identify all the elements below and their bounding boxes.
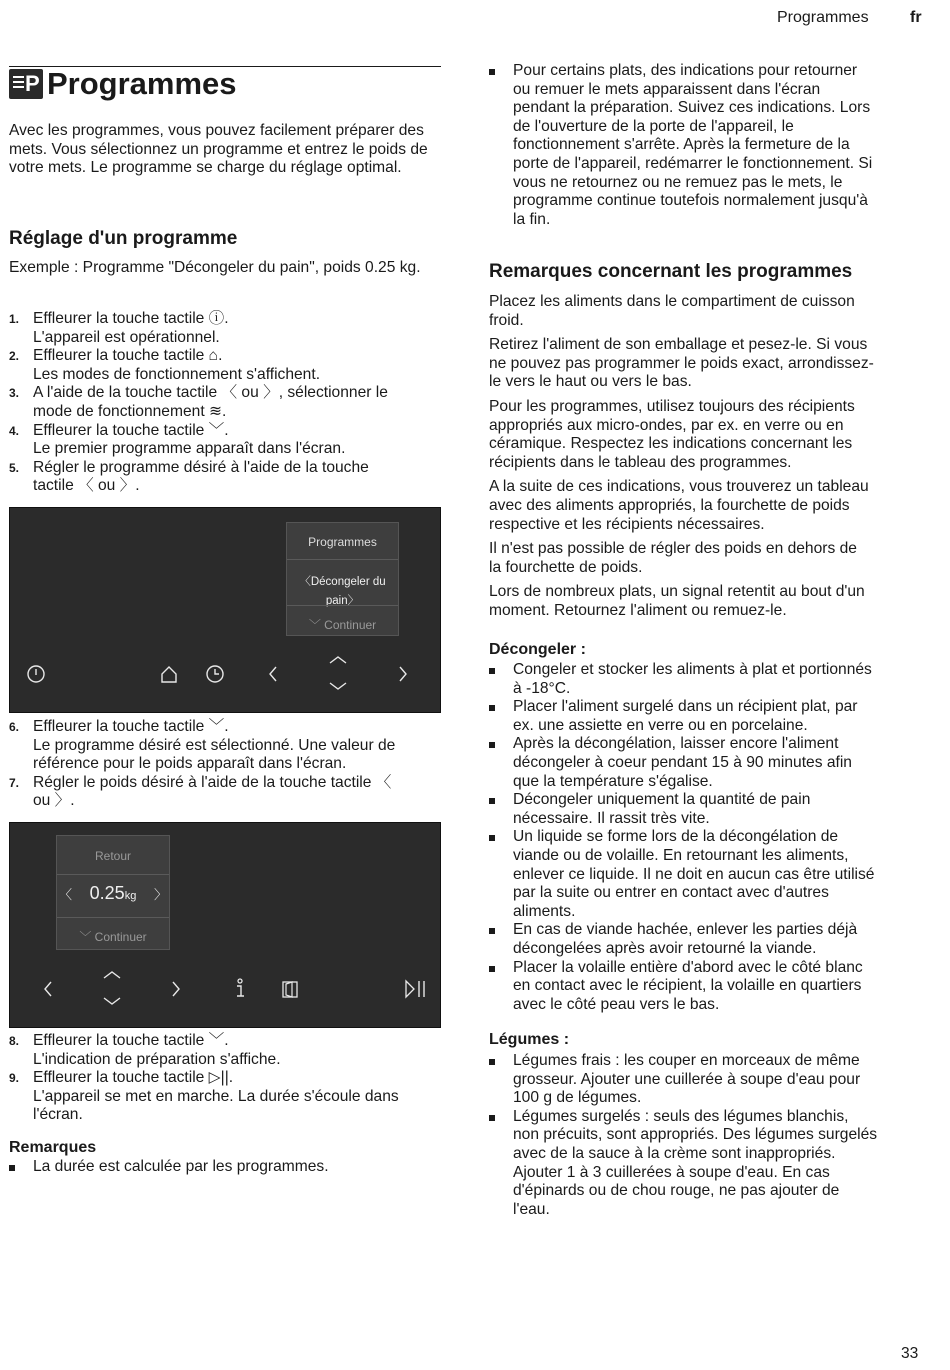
legumes-list bbox=[489, 1052, 929, 1219]
remarques-list bbox=[9, 1158, 441, 1177]
paragraph: Placez les aliments dans le compartiment de cuisson froid. bbox=[489, 293, 855, 329]
step-item: 4. Effleurer la touche tactile ﹀. Le premier programme apparaît dans l'écran. bbox=[9, 421, 346, 458]
list-item: La durée est calculée par les programmes. bbox=[9, 1158, 441, 1177]
section-heading-remarques-programmes: Remarques concernant les programmes bbox=[489, 261, 853, 282]
header-section: Programmes bbox=[777, 9, 869, 26]
decongeler-heading: Décongeler : bbox=[489, 641, 586, 658]
list-item: Après la décongélation, laisser encore l'aliment décongeler à coeur pendant 15 à 90 minutes afin que la température s'égalise. bbox=[489, 735, 929, 791]
steps-list-c bbox=[9, 1032, 441, 1125]
list-item: Légumes surgelés : seuls des légumes blanchis, non précuits, sont appropriés. Des légumes surgelés avec de la sauce à la crème sont inappropriés. Ajouter 1 à 3 cuillerées à soupe d'eau. En cas d'épinards ou de chou rouge, ne pas ajouter de l'eau. bbox=[489, 1108, 929, 1220]
display-box-programmes bbox=[286, 522, 399, 636]
step-item: 8. Effleurer la touche tactile ﹀. L'indication de préparation s'affiche. bbox=[9, 1032, 281, 1068]
control-panel-programmes bbox=[9, 507, 441, 713]
step-item: 9. Effleurer la touche tactile ▷||. L'appareil se met en marche. La durée s'écoule dans l'écran. bbox=[9, 1069, 399, 1124]
play-pause-icon[interactable] bbox=[404, 979, 428, 999]
list-item: Un liquide se forme lors de la décongélation de viande ou de volaille. En retournant les aliments, enlever ce liquide. Il ne doit en aucun cas être utilisé par la suite ou entrer en contact avec d'autres aliments. bbox=[489, 828, 929, 921]
list-item: Légumes frais : les couper en morceaux de même grosseur. Ajouter une cuillerée à soupe d'eau pour 100 g de légumes. bbox=[489, 1052, 929, 1108]
step-item: 1. Effleurer la touche tactile ⓘ. L'appareil est opérationnel. bbox=[9, 310, 229, 346]
chevron-left-icon[interactable] bbox=[267, 664, 279, 684]
example-text: Exemple : Programme "Décongeler du pain", poids 0.25 kg. bbox=[9, 259, 421, 276]
chevron-up-icon[interactable] bbox=[102, 969, 122, 981]
chevron-left-icon[interactable] bbox=[42, 979, 54, 999]
section-heading-reglage: Réglage d'un programme bbox=[9, 228, 238, 249]
step-item: 5. Régler le programme désiré à l'aide de la touche tactile 〈 ou 〉. bbox=[9, 458, 369, 495]
intro-paragraph: Avec les programmes, vous pouvez facilement préparer des mets. Vous sélectionnez un programme et entrez le poids de votre mets. Le programme se charge du réglage optimal. bbox=[9, 122, 428, 177]
display-program-value[interactable]: 〈Décongeler du pain〉 bbox=[299, 576, 386, 607]
chevron-right-icon[interactable] bbox=[397, 664, 409, 684]
home-icon[interactable] bbox=[159, 664, 179, 684]
page-header bbox=[0, 9, 950, 29]
paragraph: Retirez l'aliment de son emballage et pesez-le. Si vous ne pouvez pas programmer le poids exact, arrondissez- le vers le haut ou vers le bas. bbox=[489, 336, 874, 391]
list-item: Décongeler uniquement la quantité de pain nécessaire. Il rassit très vite. bbox=[489, 791, 929, 828]
chevron-right-icon[interactable] bbox=[170, 979, 182, 999]
steps-list-a bbox=[9, 310, 441, 496]
weight-decrease[interactable]: 〈 bbox=[59, 887, 73, 902]
list-item: Congeler et stocker les aliments à plat et portionnés à -18°C. bbox=[489, 661, 929, 698]
decongeler-list bbox=[489, 661, 929, 1014]
page-title-text: Programmes bbox=[47, 66, 237, 101]
chevron-down-icon[interactable] bbox=[328, 680, 348, 692]
header-lang: fr bbox=[910, 9, 922, 26]
remarques-heading: Remarques bbox=[9, 1139, 97, 1156]
programmes-icon: P bbox=[9, 69, 43, 99]
remarques-paragraphs bbox=[489, 293, 929, 621]
step-item: 7. Régler le poids désiré à l'aide de la touche tactile 〈 ou 〉. bbox=[9, 773, 392, 810]
weight-unit: kg bbox=[124, 890, 137, 902]
page-title bbox=[9, 67, 237, 101]
continue-button[interactable]: ﹀ Continuer bbox=[308, 618, 377, 632]
display-title: Programmes bbox=[308, 535, 377, 549]
paragraph: Il n'est pas possible de régler des poids en dehors de la fourchette de poids. bbox=[489, 540, 857, 576]
steps-list-b bbox=[9, 718, 441, 811]
paragraph: Pour les programmes, utilisez toujours des récipients appropriés aux micro-ondes, par ex. en verre ou en céramique. Respectez les indications concernant les récipients dans le tableau des programmes. bbox=[489, 397, 855, 471]
list-item: Pour certains plats, des indications pour retourner ou remuer le mets apparaissent dans l'écran pendant la préparation. Suivez ces indications. Lors de l'ouverture de la porte de l'appareil, le fonctionnement s'arrête. Après la fermeture de la porte de l'appareil, redémarrer le fonctionnement. Si vous ne retournez ou ne remuez pas le mets, le programme continue toutefois normalement jusqu'à la fin. bbox=[489, 62, 929, 229]
right-first-bullet bbox=[489, 62, 929, 229]
weight-increase[interactable]: 〉 bbox=[153, 887, 167, 902]
step-item: 3. A l'aide de la touche tactile 〈 ou 〉, sélectionner le mode de fonctionnement ≋. bbox=[9, 384, 388, 420]
paragraph: A la suite de ces indications, vous trouverez un tableau avec des aliments appropriés, la fourchette de poids respective et les récipients nécessaires. bbox=[489, 478, 869, 533]
list-item: Placer l'aliment surgelé dans un récipient plat, par ex. une assiette en verre ou en porcelaine. bbox=[489, 698, 929, 735]
weight-value: 0.25 bbox=[89, 883, 125, 903]
chevron-down-icon[interactable] bbox=[102, 995, 122, 1007]
chevron-up-icon[interactable] bbox=[328, 654, 348, 666]
list-item: En cas de viande hachée, enlever les parties déjà décongelées après avoir retourné la viande. bbox=[489, 921, 929, 958]
page-number: 33 bbox=[901, 1345, 919, 1362]
control-panel-weight bbox=[9, 822, 441, 1028]
legumes-heading: Légumes : bbox=[489, 1031, 570, 1048]
continue-button[interactable]: ﹀ Continuer bbox=[79, 930, 147, 944]
paragraph: Lors de nombreux plats, un signal retentit au bout d'un moment. Retournez l'aliment ou remuez-le. bbox=[489, 583, 865, 619]
list-item: Placer la volaille entière d'abord avec le côté blanc en contact avec le récipient, la volaille en quartiers avec le côté peau vers le bas. bbox=[489, 959, 929, 1015]
step-item: 2. Effleurer la touche tactile ⌂. Les modes de fonctionnement s'affichent. bbox=[9, 347, 321, 383]
info-icon[interactable] bbox=[232, 977, 248, 999]
power-icon[interactable] bbox=[26, 664, 46, 684]
display-box-weight bbox=[56, 835, 170, 950]
door-icon[interactable] bbox=[280, 979, 300, 999]
weight-value-row bbox=[57, 884, 169, 906]
clock-icon[interactable] bbox=[205, 664, 225, 684]
back-button[interactable]: Retour bbox=[94, 849, 132, 863]
step-item: 6. Effleurer la touche tactile ﹀. Le programme désiré est sélectionné. Une valeur de référence pour le poids apparaît dans l'écran. bbox=[9, 718, 396, 773]
